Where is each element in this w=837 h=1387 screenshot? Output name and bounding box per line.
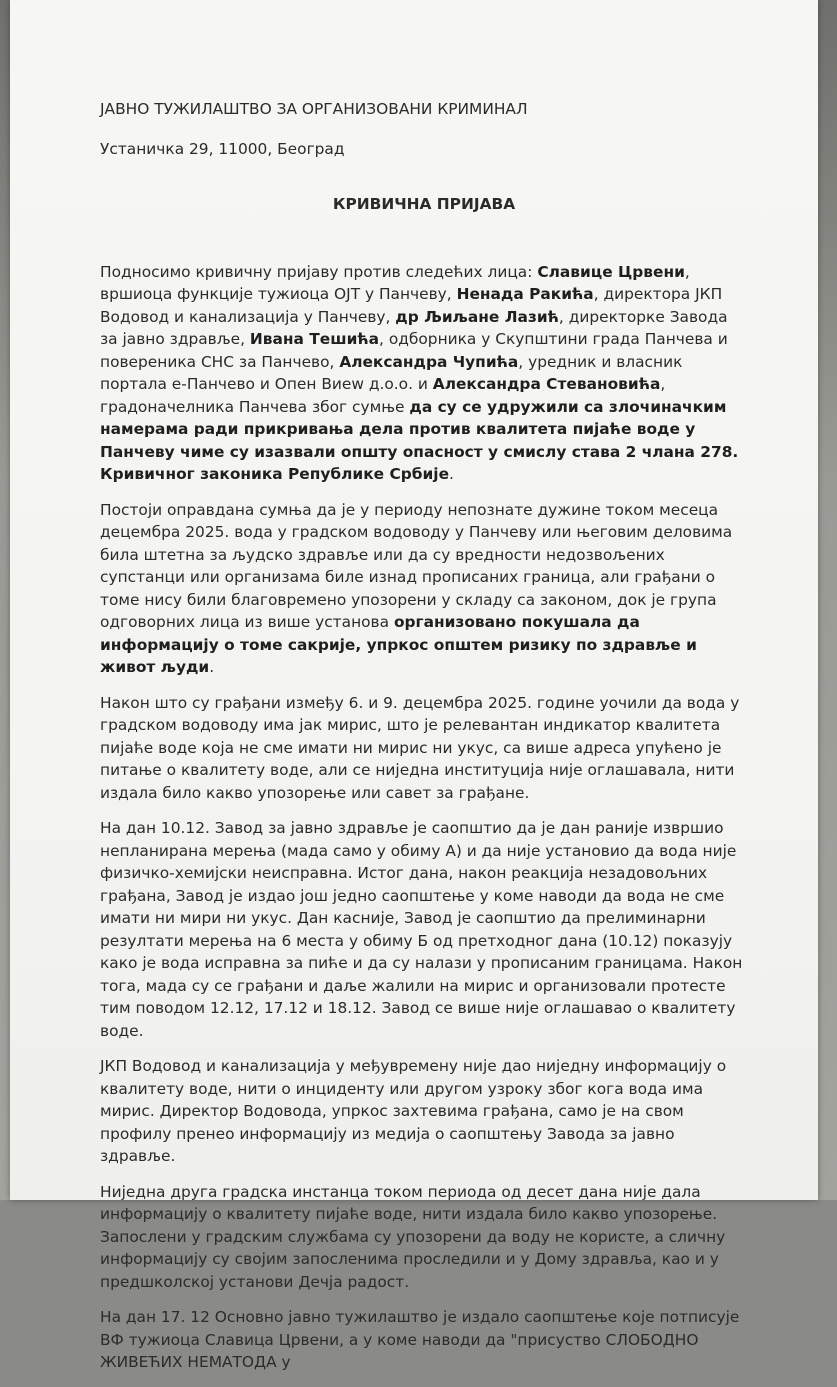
text-run: ЈКП Водовод и канализација у међувремену није дао ниједну информацију о квалитету воде, нити о инциденту или другом узроку због кога вода има мирис. Директор Водовода, упркос захтевима грађана, само је на свом профилу пренео информацију из медија о саопштењу Завода за јавно здравље. xyxy=(100,1057,727,1165)
text-run: . xyxy=(209,658,215,676)
text-run: На дан 10.12. Завод за јавно здравље је саопштио да је дан раније извршио непланирана мерења (мада само у обиму А) и да није установио да вода није физичко-хемијски неисправна. Истог дана, након реакција незадовољних грађана, Завод је издао још једно саопштење у коме наводи да вода не сме имати ни мири ни укус. Дан касније, Завод је саопштио да прелиминарни резултати мерења на 6 места у обиму Б од претходног дана (10.12) показују како је вода исправна за пиће и да су налази у прописаним границама. Након тога, мада су се грађани и даље жалили на мирис и организовали протесте тим поводом 12.12, 17.12 и 18.12. Завод се више није оглашавао о квалитету воде. xyxy=(100,819,743,1040)
text-run: , директора ЈКП Водовод и канализација у Панчеву, xyxy=(100,285,723,326)
bold-text-run: да су се удружили са злочиначким намерама ради прикривања дела против квалитета пијаће воде у Панчеву чиме су изазвали општу опасност у смислу става 2 члана 278. Кривичног законика Републике Србије xyxy=(100,397,739,483)
bold-text-run: др Љиљане Лазић xyxy=(395,307,559,326)
body-paragraph xyxy=(100,1306,748,1374)
text-run: , вршиоца функције тужиоца ОЈТ у Панчеву, xyxy=(100,262,690,303)
body-paragraph xyxy=(100,692,748,805)
text-run: Након што су грађани између 6. и 9. децембра 2025. године уочили да вода у градском водоводу има јак мирис, што је релевантан индикатор квалитета пијаће воде која не сме имати ни мирис ни укус, са више адреса упућено је питање о квалитету воде, али се ниједна институција није оглашавала, нити издала било какво упозорење или савет за грађане. xyxy=(100,693,740,802)
bold-text-run: Ивана Тешића xyxy=(249,330,380,348)
text-run: Ниједна друга градска инстанца током периода од десет дана није дала информацију о квалитету пијаће воде, нити издала било какво упозорење. Запослени у градским службама су упозорени да воду не користе, а сличну информацију су својим запосленима проследили и у Дому здравља, као и у предшколској установи Дечја радост. xyxy=(100,1182,726,1291)
text-run: Подносимо кривичну пријаву против следећих лица: xyxy=(100,262,538,281)
bold-text-run: Александра Стевановића xyxy=(432,375,661,393)
header-address: Устаничка 29, 11000, Београд xyxy=(100,139,345,158)
body-paragraph xyxy=(100,1181,748,1294)
body-paragraph xyxy=(100,261,748,486)
text-run: , одборника у Скупштини града Панчева и повереника СНС за Панчево, xyxy=(100,330,728,371)
bold-text-run: Славице Црвени xyxy=(537,262,685,281)
document-title: КРИВИЧНА ПРИЈАВА xyxy=(332,195,516,213)
body-paragraph xyxy=(100,1055,748,1168)
text-run: , директорке Завода за јавно здравље, xyxy=(100,307,728,348)
body-paragraph xyxy=(100,499,748,679)
bold-text-run: Александра Чупића xyxy=(339,352,519,371)
document-sheet xyxy=(10,0,818,1371)
bold-text-run: Ненада Ракића xyxy=(456,285,594,303)
text-run: Постоји оправдана сумња да је у периоду непознате дужине током месеца децембра 2025. вода у градском водоводу у Панчеву или његовим деловима била штетна за људско здравље или да су вредности недозвољених супстанци или организама биле изнад прописаних граница, али грађани о томе нису били благовремено упозорени у складу са законом, док је група одговорних лица из више установа xyxy=(100,500,733,631)
text-run: . xyxy=(449,465,454,483)
document-body xyxy=(100,261,748,1374)
text-run: , уредник и власник портала е-Панчево и Опен Виеw д.о.о. и xyxy=(100,352,683,393)
bold-text-run: организовано покушала да информацију о томе сакрије, упркос општем ризику по здравље и живот људи xyxy=(100,613,697,676)
text-run: На дан 17. 12 Основно јавно тужилаштво је издало саопштење које потписује ВФ тужиоца Славица Црвени, а у коме наводи да "присуство СЛОБОДНО ЖИВЕЋИХ НЕМАТОДА у xyxy=(100,1308,740,1371)
header-organization: ЈАВНО ТУЖИЛАШТВО ЗА ОРГАНИЗОВАНИ КРИМИНАЛ xyxy=(100,100,528,118)
document-content xyxy=(100,98,748,1387)
text-run: , градоначелника Панчева због сумње xyxy=(100,375,666,416)
body-paragraph xyxy=(100,817,748,1042)
